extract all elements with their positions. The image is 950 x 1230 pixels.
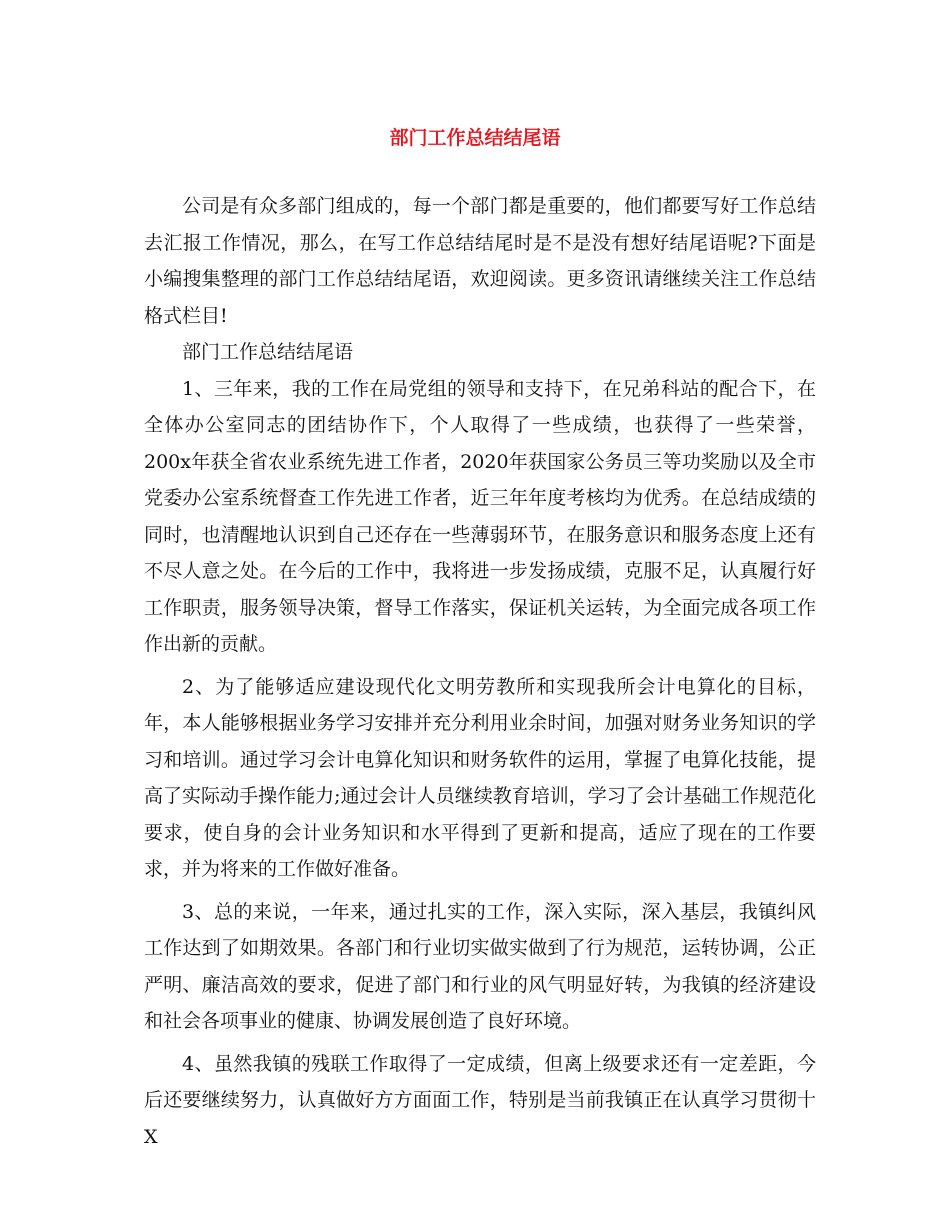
document-body bbox=[144, 188, 816, 1155]
paragraph-1: 1、三年来，我的工作在局党组的领导和支持下，在兄弟科站的配合下，在全体办公室同志的团结协作下，个人取得了一些成绩，也获得了一些荣誉，200x年获全省农业系统先进工作者，2020年获国家公务员三等功奖励以及全市党委办公室系统督查工作先进工作者，近三年年度考核均为优秀。在总结成绩的同时，也清醒地认识到自己还存在一些薄弱环节，在服务意识和服务态度上还有不尽人意之处。在今后的工作中，我将进一步发扬成绩，克服不足，认真履行好工作职责，服务领导决策，督导工作落实，保证机关运转，为全面完成各项工作作出新的贡献。 bbox=[144, 377, 816, 655]
document-title: 部门工作总结结尾语 bbox=[389, 127, 561, 149]
intro-paragraph: 公司是有众多部门组成的，每一个部门都是重要的，他们都要写好工作总结去汇报工作情况，那么，在写工作总结结尾时是不是没有想好结尾语呢?下面是小编搜集整理的部门工作总结结尾语，欢迎阅读。更多资讯请继续关注工作总结格式栏目! bbox=[144, 195, 816, 327]
section-heading: 部门工作总结结尾语 bbox=[182, 341, 354, 363]
paragraph-4: 4、虽然我镇的残联工作取得了一定成绩，但离上级要求还有一定差距，今后还要继续努力，认真做好方方面面工作，特别是当前我镇正在认真学习贯彻十X bbox=[144, 1052, 816, 1148]
paragraph-2: 2、为了能够适应建设现代化文明劳教所和实现我所会计电算化的目标，年，本人能够根据业务学习安排并充分利用业余时间，加强对财务业务知识的学习和培训。通过学习会计电算化知识和财务软件的运用，掌握了电算化技能，提高了实际动手操作能力;通过会计人员继续教育培训，学习了会计基础工作规范化要求，使自身的会计业务知识和水平得到了更新和提高，适应了现在的工作要求，并为将来的工作做好准备。 bbox=[144, 675, 816, 880]
paragraph-3: 3、总的来说，一年来，通过扎实的工作，深入实际，深入基层，我镇纠风工作达到了如期效果。各部门和行业切实做实做到了行为规范，运转协调，公正严明、廉洁高效的要求，促进了部门和行业的风气明显好转，为我镇的经济建设和社会各项事业的健康、协调发展创造了良好环境。 bbox=[144, 900, 816, 1032]
